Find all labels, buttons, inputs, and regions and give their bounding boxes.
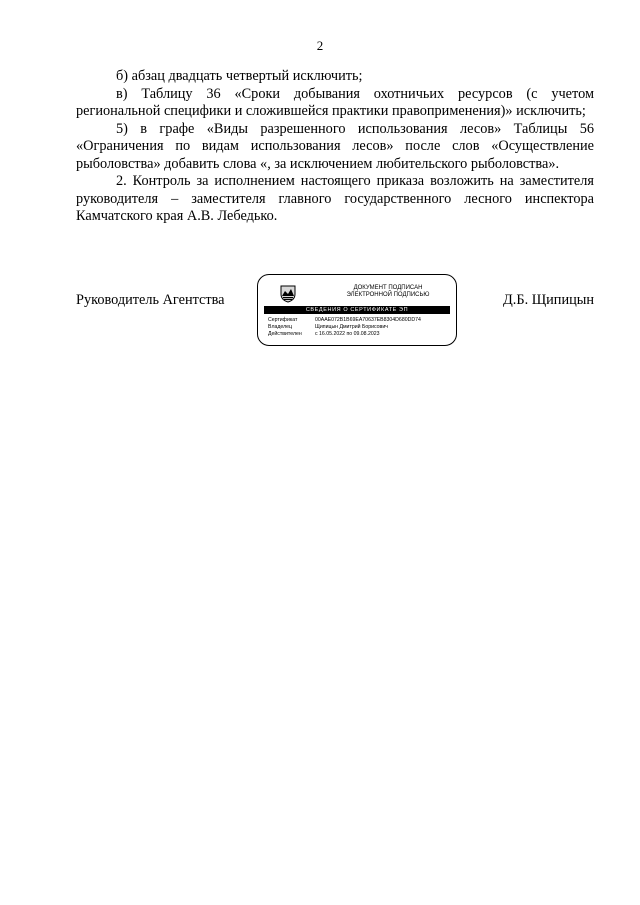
- owner-label: Владелец: [268, 324, 292, 330]
- owner-value: Щипицын Дмитрий Борисович: [315, 324, 388, 330]
- paragraph-5: 5) в графе «Виды разрешенного использования лесов» Таблицы 56 «Ограничения по видам использования лесов» после слов «Осуществление рыболовства» добавить слова «, за исключением любительского рыболовства».: [76, 120, 594, 172]
- stamp-details: [268, 317, 453, 338]
- stamp-row-validity: [268, 331, 453, 338]
- paragraph-b: б) абзац двадцать четвертый исключить;: [116, 68, 363, 84]
- validity-label: Действителен: [268, 331, 302, 337]
- signer-name: Д.Б. Щипицын: [503, 292, 594, 308]
- electronic-signature-stamp: [257, 274, 457, 346]
- stamp-certificate-bar: СВЕДЕНИЯ О СЕРТИФИКАТЕ ЭП: [264, 306, 450, 314]
- paragraph-2: 2. Контроль за исполнением настоящего приказа возложить на заместителя руководителя – заместителя главного государственного лесного инспектора Камчатского края А.В. Лебедько.: [76, 173, 594, 224]
- certificate-value: 00AAE072B1B69EA70637EB8304D680DD74: [315, 317, 421, 323]
- page-number: 2: [316, 38, 324, 53]
- document-body: [76, 68, 594, 226]
- coat-of-arms-icon: [278, 283, 298, 303]
- stamp-heading-line2: ЭЛЕКТРОННОЙ ПОДПИСЬЮ: [346, 292, 430, 298]
- certificate-label: Сертификат: [268, 317, 298, 323]
- signer-title: Руководитель Агентства: [76, 292, 225, 308]
- validity-value: с 16.05.2022 по 09.08.2023: [315, 331, 380, 337]
- stamp-row-owner: [268, 324, 453, 331]
- stamp-heading: [328, 285, 448, 299]
- stamp-row-certificate: [268, 317, 453, 324]
- paragraph-v: в) Таблицу 36 «Сроки добывания охотничьих ресурсов (с учетом региональной специфики и сложившейся практики правоприменения)» исключить;: [76, 85, 594, 119]
- stamp-heading-line1: ДОКУМЕНТ ПОДПИСАН: [353, 285, 423, 291]
